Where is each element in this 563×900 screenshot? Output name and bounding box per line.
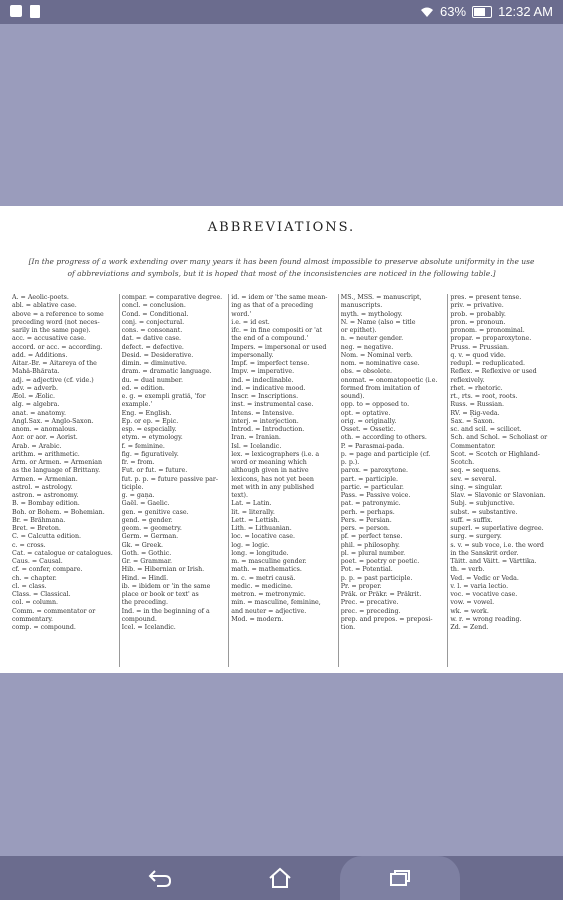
abbreviation-entry: m. c. = metri causâ. (231, 574, 296, 582)
abbreviation-entry: P. = Parasmai-pada. (340, 442, 405, 450)
abbreviation-entry: v. l. = varia lectio. (450, 582, 509, 590)
abbreviation-entry: voc. = vocative case. (450, 591, 518, 598)
abbreviation-entry: as the language of Brittany. (12, 467, 101, 475)
abbreviation-entry: Pot. = Potential. (340, 566, 393, 574)
abbreviation-entry: arithm. = arithmetic. (12, 450, 80, 458)
abbreviation-entry: p. p.). (340, 459, 360, 466)
abbreviation-entry: q. v. = quod vide. (450, 351, 506, 359)
intro-line: of abbreviations and symbols, but it is hoped that most of the inconsistencies are noticed in the following table.] (67, 269, 496, 278)
abbreviation-entry: MS., MSS. = manuscript, (340, 294, 422, 301)
abbreviation-entry: geom. = geometry. (121, 525, 182, 532)
abbreviation-entry: gen. = genitive case. (121, 508, 189, 516)
abbreviation-entry: Gaël. = Gaelic. (121, 500, 170, 508)
abbreviation-entry: adj. = adjective (cf. vide.) (12, 376, 94, 384)
abbreviation-entry: reflexively. (450, 376, 485, 384)
abbreviation-entry: Mod. = modern. (231, 615, 284, 623)
abbreviation-entry: perh. = perhaps. (340, 508, 395, 516)
abbreviation-columns (10, 294, 557, 667)
abbreviation-entry: surg. = surgery. (450, 533, 502, 541)
abbreviation-entry: pl. = plural number. (340, 549, 406, 557)
status-bar (0, 0, 563, 24)
abbreviation-entry: th. = verb. (450, 566, 485, 574)
abbreviation-entry: Br. = Brâhmana. (12, 516, 66, 524)
abbreviation-entry: prob. = probably. (450, 310, 506, 318)
abbreviation-entry: opp. to = opposed to. (340, 401, 410, 409)
abbreviation-entry: Aor. or aor. = Aorist. (12, 434, 78, 442)
battery-icon (472, 6, 492, 18)
abbreviation-entry: seq. = sequens. (450, 467, 501, 475)
abbreviation-entry: C. = Calcutta edition. (12, 533, 82, 541)
abbreviation-entry: word.' (231, 310, 252, 318)
abbreviation-entry: Commentator. (450, 442, 496, 450)
abbreviation-entry: min. = masculine, feminine, (231, 599, 321, 607)
abbreviation-entry: Angl.Sax. = Anglo-Saxon. (12, 417, 94, 425)
abbreviation-entry: Gr. = Grammar. (121, 558, 173, 565)
abbreviation-entry: above = a reference to some (12, 310, 104, 318)
abbreviation-entry: suff. = suffix. (450, 516, 493, 524)
abbreviation-entry: w. r. = wrong reading. (450, 615, 522, 623)
abbreviation-entry: anat. = anatomy. (12, 409, 66, 417)
abbreviation-entry: Cond. = Conditional. (121, 310, 189, 318)
abbreviation-entry: p. p. = past participle. (340, 574, 413, 582)
abbreviation-entry: wk. = work. (450, 607, 489, 615)
abbreviation-entry: n. = neuter gender. (340, 335, 404, 343)
abbreviation-entry: compar. = comparative degree. (121, 294, 223, 301)
abbreviation-entry: cons. = consonant. (121, 327, 183, 334)
abbreviation-entry: and neuter = adjective. (231, 607, 307, 615)
abbreviation-entry: oth. = according to others. (340, 434, 427, 442)
abbreviation-entry: priv. = privative. (450, 302, 504, 310)
abbreviation-entry: Tâitt. and Vâitt. = Vârttika. (450, 558, 537, 565)
abbreviation-entry: Sch. and Schol. = Scholiast or (450, 434, 548, 442)
abbreviation-entry: id. = idem or 'the same mean- (231, 294, 328, 301)
abbreviation-entry: pronom. = pronominal. (450, 327, 525, 334)
abbreviation-entry: pat. = patronymic. (340, 500, 401, 508)
abbreviation-entry: Ind. = in the beginning of a (121, 607, 210, 615)
abbreviation-entry: Subj. = subjunctive. (450, 500, 515, 508)
abbreviation-entry: compound. (121, 615, 157, 623)
abbreviation-entry: neg. = negative. (340, 343, 394, 351)
home-button[interactable] (258, 856, 302, 900)
abbreviation-entry: prec. = preceding. (340, 607, 401, 615)
abbreviation-entry: alg. = algebra. (12, 401, 60, 409)
abbreviation-entry: etym. = etymology. (121, 434, 183, 442)
abbreviation-entry: rt., rts. = root, roots. (450, 393, 518, 400)
abbreviation-entry: N. = Name (also = title (340, 318, 416, 326)
abbreviation-entry: Iran. = Iranian. (231, 434, 281, 442)
abbreviation-entry: Lat. = Latin. (231, 500, 272, 508)
abbreviation-entry: sound). (340, 393, 365, 400)
abbreviation-entry: poet. = poetry or poetic. (340, 558, 420, 565)
abbreviation-entry: Mahâ-Bhârata. (12, 368, 60, 376)
abbreviation-entry: Nom. = Nominal verb. (340, 351, 413, 359)
abbreviation-entry: concl. = conclusion. (121, 302, 186, 310)
abbreviation-entry: Impv. = imperative. (231, 368, 295, 376)
document-page (0, 206, 563, 673)
abbreviation-entry: subst. = substantive. (450, 508, 518, 516)
abbreviation-entry: pf. = perfect tense. (340, 533, 403, 541)
abbreviation-entry: although given in native (231, 467, 309, 475)
abbreviation-entry: Sax. = Saxon. (450, 417, 495, 425)
abbreviation-entry: Inscr. = Inscriptions. (231, 393, 299, 400)
abbreviation-entry: the preceding. (121, 599, 169, 607)
abbreviation-entry: Arab. = Arabic. (12, 442, 62, 450)
abbreviation-entry: Hind. = Hindî. (121, 574, 169, 582)
abbreviation-entry: opt. = optative. (340, 409, 391, 417)
battery-percent: 63% (440, 4, 467, 19)
abbreviation-entry: Pr. = proper. (340, 582, 382, 590)
abbreviation-entry: Prâk. or Prâkr. = Prâkrit. (340, 591, 422, 598)
abbreviation-entry: fut. p. p. = future passive par- (121, 475, 219, 483)
abbreviation-column (119, 294, 229, 667)
abbreviation-entry: Pruss. = Prussian. (450, 343, 510, 351)
abbreviation-entry: metron. = metronymic. (231, 591, 306, 598)
abbreviation-entry: dat. = dative case. (121, 335, 182, 343)
abbreviation-entry: lit. = literally. (231, 508, 275, 516)
abbreviation-entry: fr. = from. (121, 459, 155, 466)
abbreviation-entry: Boh. or Bohem. = Bohemian. (12, 508, 105, 516)
abbreviation-entry: anom. = anomalous. (12, 426, 78, 433)
abbreviation-entry: log. = logic. (231, 541, 270, 549)
abbreviation-entry: du. = dual number. (121, 376, 183, 384)
abbreviation-entry: Æol. = Æolic. (12, 393, 56, 400)
abbreviation-entry: Lett. = Lettish. (231, 516, 280, 524)
abbreviation-entry: e. g. = exempli gratiâ, 'for (121, 393, 206, 400)
abbreviation-entry: Class. = Classical. (12, 591, 71, 598)
recent-apps-icon (388, 868, 412, 888)
abbreviation-entry: interj. = interjection. (231, 417, 299, 425)
abbreviation-entry: Intens. = Intensive. (231, 409, 294, 417)
abbreviation-entry: g. = gaṇa. (121, 492, 155, 499)
abbreviation-entry: orig. = originally. (340, 417, 397, 425)
abbreviation-entry: lexicons, has not yet been (231, 475, 314, 483)
abbreviation-entry: sing. = singular. (450, 483, 503, 491)
abbreviation-entry: ch. = chapter. (12, 574, 57, 582)
abbreviation-entry: Armen. = Armenian. (12, 475, 78, 483)
abbreviation-entry: Icel. = Icelandic. (121, 624, 176, 631)
abbreviation-entry: word or meaning which (231, 459, 307, 466)
abbreviation-entry: abl. = ablative case. (12, 302, 77, 310)
abbreviation-column (338, 294, 448, 667)
abbreviation-entry: rhet. = rhetoric. (450, 384, 503, 392)
abbreviation-entry: vow. = vowel. (450, 599, 495, 607)
abbreviation-entry: ing as that of a preceding (231, 302, 314, 310)
abbreviation-entry: or epithet). (340, 327, 377, 334)
abbreviation-entry: c. = cross. (12, 541, 46, 549)
abbreviation-entry: astrol. = astrology. (12, 483, 73, 491)
abbreviation-entry: Bret. = Breton. (12, 525, 61, 532)
abbreviation-entry: met with in any published (231, 483, 315, 491)
abbreviation-entry: ind. = indeclinable. (231, 376, 294, 384)
abbreviation-entry: f. = feminine. (121, 442, 165, 450)
abbreviation-entry: in the Sanskrit order. (450, 549, 519, 557)
abbreviation-entry: p. = page and participle (cf. (340, 450, 431, 458)
abbreviation-entry: ind. = indicative mood. (231, 384, 306, 392)
image-icon (10, 5, 22, 17)
abbreviation-entry: Zd. = Zend. (450, 624, 489, 631)
abbreviation-entry: obs. = obsolete. (340, 368, 392, 376)
abbreviation-entry: Desid. = Desiderative. (121, 351, 194, 359)
abbreviation-entry: ifc. = in fine compositi or 'at (231, 327, 323, 334)
abbreviation-entry: preceding word (not neces- (12, 318, 100, 326)
abbreviation-entry: s. v. = sub voce, i.e. the word (450, 541, 544, 549)
abbreviation-entry: Scot. = Scotch or Highland- (450, 450, 540, 458)
abbreviation-entry: gend. = gender. (121, 516, 173, 524)
abbreviation-entry: inst. = instrumental case. (231, 401, 314, 409)
abbreviation-entry: Scotch. (450, 459, 475, 466)
abbreviation-entry: Hib. = Hibernian or Irish. (121, 566, 205, 574)
abbreviation-entry: defect. = defective. (121, 343, 184, 351)
abbreviation-entry: sc. and scil. = scilicet. (450, 426, 522, 433)
abbreviation-entry: Arm. or Armen. = Armenian (12, 459, 103, 466)
abbreviation-entry: long. = longitude. (231, 549, 289, 557)
abbreviation-entry: Fut. or fut. = future. (121, 467, 188, 475)
abbreviation-entry: math. = mathematics. (231, 566, 302, 574)
abbreviation-entry: Osset. = Ossetic. (340, 426, 396, 433)
abbreviation-entry: Isl. = Icelandic. (231, 442, 282, 450)
abbreviation-entry: the end of a compound.' (231, 335, 309, 343)
abbreviation-entry: Lith. = Lithuanian. (231, 525, 292, 532)
abbreviation-entry: phil. = philosophy. (340, 541, 400, 549)
abbreviation-entry: Cat. = catalogue or catalogues. (12, 549, 113, 557)
abbreviation-entry: dram. = dramatic language. (121, 368, 212, 376)
abbreviation-entry: dimin. = diminutive. (121, 360, 187, 367)
abbreviation-entry: esp. = especially. (121, 426, 177, 433)
abbreviation-entry: Eng. = English. (121, 409, 172, 417)
abbreviation-entry: propar. = proparoxytone. (450, 335, 532, 343)
abbreviation-entry: medic. = medicine. (231, 582, 293, 590)
abbreviation-entry: pers. = person. (340, 525, 390, 532)
abbreviation-entry: parox. = paroxytone. (340, 467, 408, 475)
abbreviation-entry: col. = column. (12, 599, 59, 607)
abbreviation-entry: Introd. = Introduction. (231, 426, 305, 433)
abbreviation-entry: i.e. = id est. (231, 318, 270, 326)
abbreviation-entry: ib. = ibidem or 'in the same (121, 582, 211, 590)
abbreviation-entry: Ved. = Vedic or Veda. (450, 574, 519, 582)
abbreviation-entry: part. = participle. (340, 475, 399, 483)
intro-line: [In the progress of a work extending over many years it has been found almost impossible to preserve absolute uniformity in the use (28, 257, 535, 266)
abbreviation-entry: impersonally. (231, 351, 274, 359)
abbreviation-entry: Aitar.-Br. = Aitareya of the (12, 360, 97, 367)
abbreviation-entry: Caus. = Causal. (12, 558, 63, 565)
abbreviation-entry: Germ. = German. (121, 533, 179, 541)
abbreviation-entry: text). (231, 492, 248, 499)
abbreviation-entry: Goth. = Gothic. (121, 549, 172, 557)
page-title: ABBREVIATIONS. (207, 220, 356, 235)
abbreviation-entry: Pers. = Persian. (340, 516, 392, 524)
abbreviation-column (447, 294, 557, 667)
abbreviation-entry: ed. = edition. (121, 384, 165, 392)
abbreviation-entry: fig. = figuratively. (121, 450, 179, 458)
intro-note (14, 256, 549, 280)
clock: 12:32 AM (498, 4, 553, 19)
abbreviation-entry: Reflex. = Reflexive or used (450, 368, 537, 376)
abbreviation-entry: formed from imitation of (340, 384, 420, 392)
abbreviation-entry: redupl. = reduplicated. (450, 360, 525, 367)
home-icon (267, 867, 293, 889)
abbreviation-entry: Russ. = Russian. (450, 401, 504, 409)
back-button[interactable] (138, 856, 182, 900)
recent-apps-button[interactable] (340, 856, 460, 900)
abbreviation-entry: ticiple. (121, 483, 144, 491)
abbreviation-column (228, 294, 338, 667)
abbreviation-entry: Ep. or ep. = Epic. (121, 417, 179, 425)
abbreviation-entry: Prec. = precative. (340, 599, 399, 607)
abbreviation-entry: sev. = several. (450, 475, 497, 483)
abbreviation-entry: nom. = nominative case. (340, 360, 420, 367)
wifi-icon (420, 6, 434, 18)
abbreviation-entry: myth. = mythology. (340, 310, 403, 318)
document-icon (30, 5, 40, 18)
abbreviation-entry: RV. = Ṛig-veda. (450, 409, 500, 417)
abbreviation-entry: place or book or text' as (121, 591, 199, 598)
abbreviation-entry: acc. = accusative case. (12, 335, 87, 343)
abbreviation-entry: conj. = conjectural. (121, 318, 185, 326)
abbreviation-entry: manuscripts. (340, 302, 383, 310)
abbreviation-entry: astron. = astronomy. (12, 492, 79, 499)
abbreviation-entry: cf. = confer, compare. (12, 566, 83, 574)
abbreviation-entry: onomat. = onomatopoetic (i.e. (340, 376, 438, 384)
abbreviation-entry: partic. = particular. (340, 483, 404, 491)
abbreviation-entry: superl. = superlative degree. (450, 525, 544, 532)
abbreviation-entry: sarily in the same page). (12, 327, 91, 334)
abbreviation-entry: Impers. = impersonal or used (231, 343, 327, 351)
abbreviation-entry: cl. = class. (12, 582, 47, 590)
abbreviation-entry: pres. = present tense. (450, 294, 522, 301)
abbreviation-entry: prep. and prepos. = preposi- (340, 615, 433, 623)
abbreviation-entry: Impf. = imperfect tense. (231, 360, 310, 367)
abbreviation-entry: tion. (340, 624, 356, 631)
abbreviation-entry: comp. = compound. (12, 624, 76, 631)
abbreviation-entry: m. = masculine gender. (231, 558, 307, 565)
abbreviation-entry: lex. = lexicographers (i.e. a (231, 450, 320, 458)
abbreviation-entry: adv. = adverb. (12, 384, 58, 392)
abbreviation-entry: A. = Aeolic-poets. (12, 294, 69, 301)
abbreviation-entry: pron. = pronoun. (450, 318, 506, 326)
back-arrow-icon (147, 868, 173, 888)
abbreviation-entry: example.' (121, 401, 153, 409)
abbreviation-entry: Slav. = Slavonic or Slavonian. (450, 492, 546, 499)
abbreviation-entry: commentary. (12, 615, 54, 623)
navigation-bar (0, 856, 563, 900)
abbreviation-entry: B. = Bombay edition. (12, 500, 80, 508)
abbreviation-entry: loc. = locative case. (231, 533, 295, 541)
abbreviation-entry: Pass. = Passive voice. (340, 492, 411, 499)
abbreviation-entry: Gk. = Greek. (121, 541, 164, 549)
abbreviation-entry: Comm. = commentator or (12, 607, 96, 615)
abbreviation-column (10, 294, 119, 667)
abbreviation-entry: add. = Additions. (12, 351, 68, 359)
abbreviation-entry: accord. or acc. = according. (12, 343, 103, 351)
